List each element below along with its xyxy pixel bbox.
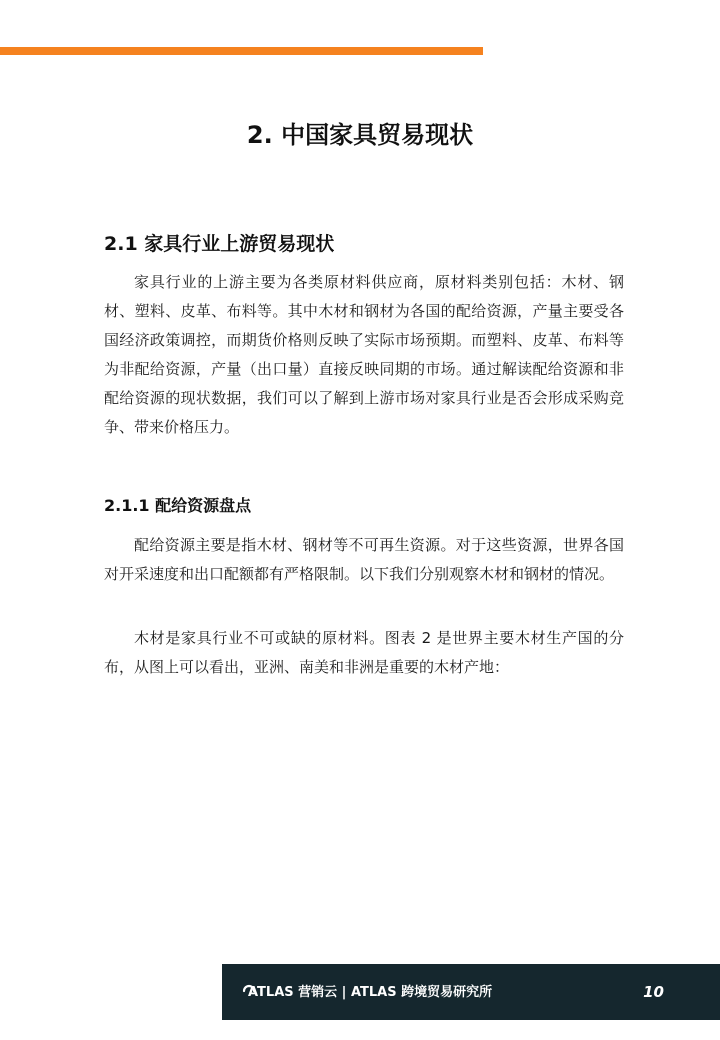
subsection-paragraph-1: 配给资源主要是指木材、钢材等不可再生资源。对于这些资源，世界各国对开采速度和出口配额都有严格限制。以下我们分别观察木材和钢材的情况。 <box>104 536 624 583</box>
section-heading: 2.1 家具行业上游贸易现状 <box>104 233 335 255</box>
page-number: 10 <box>643 983 664 1001</box>
section-paragraph: 家具行业的上游主要为各类原材料供应商，原材料类别包括：木材、钢材、塑料、皮革、布料等。其中木材和钢材为各国的配给资源，产量主要受各国经济政策调控，而期货价格则反映了实际市场预期。而塑料、皮革、布料等为非配给资源，产量（出口量）直接反映同期的市场。通过解读配给资源和非配给资源的现状数据，我们可以了解到上游市场对家具行业是否会形成采购竞争、带来价格压力。 <box>104 273 624 436</box>
footer-text: ATLAS 营销云 | ATLAS 跨境贸易研究所 <box>248 985 493 1000</box>
subsection-paragraph-2: 木材是家具行业不可或缺的原材料。图表 2 是世界主要木材生产国的分布，从图上可以看出，亚洲、南美和非洲是重要的木材产地： <box>104 629 624 676</box>
chapter-title: 2. 中国家具贸易现状 <box>246 121 474 149</box>
subsection-heading: 2.1.1 配给资源盘点 <box>104 496 252 515</box>
header-accent-bar <box>0 47 483 55</box>
page-footer <box>222 964 720 1020</box>
